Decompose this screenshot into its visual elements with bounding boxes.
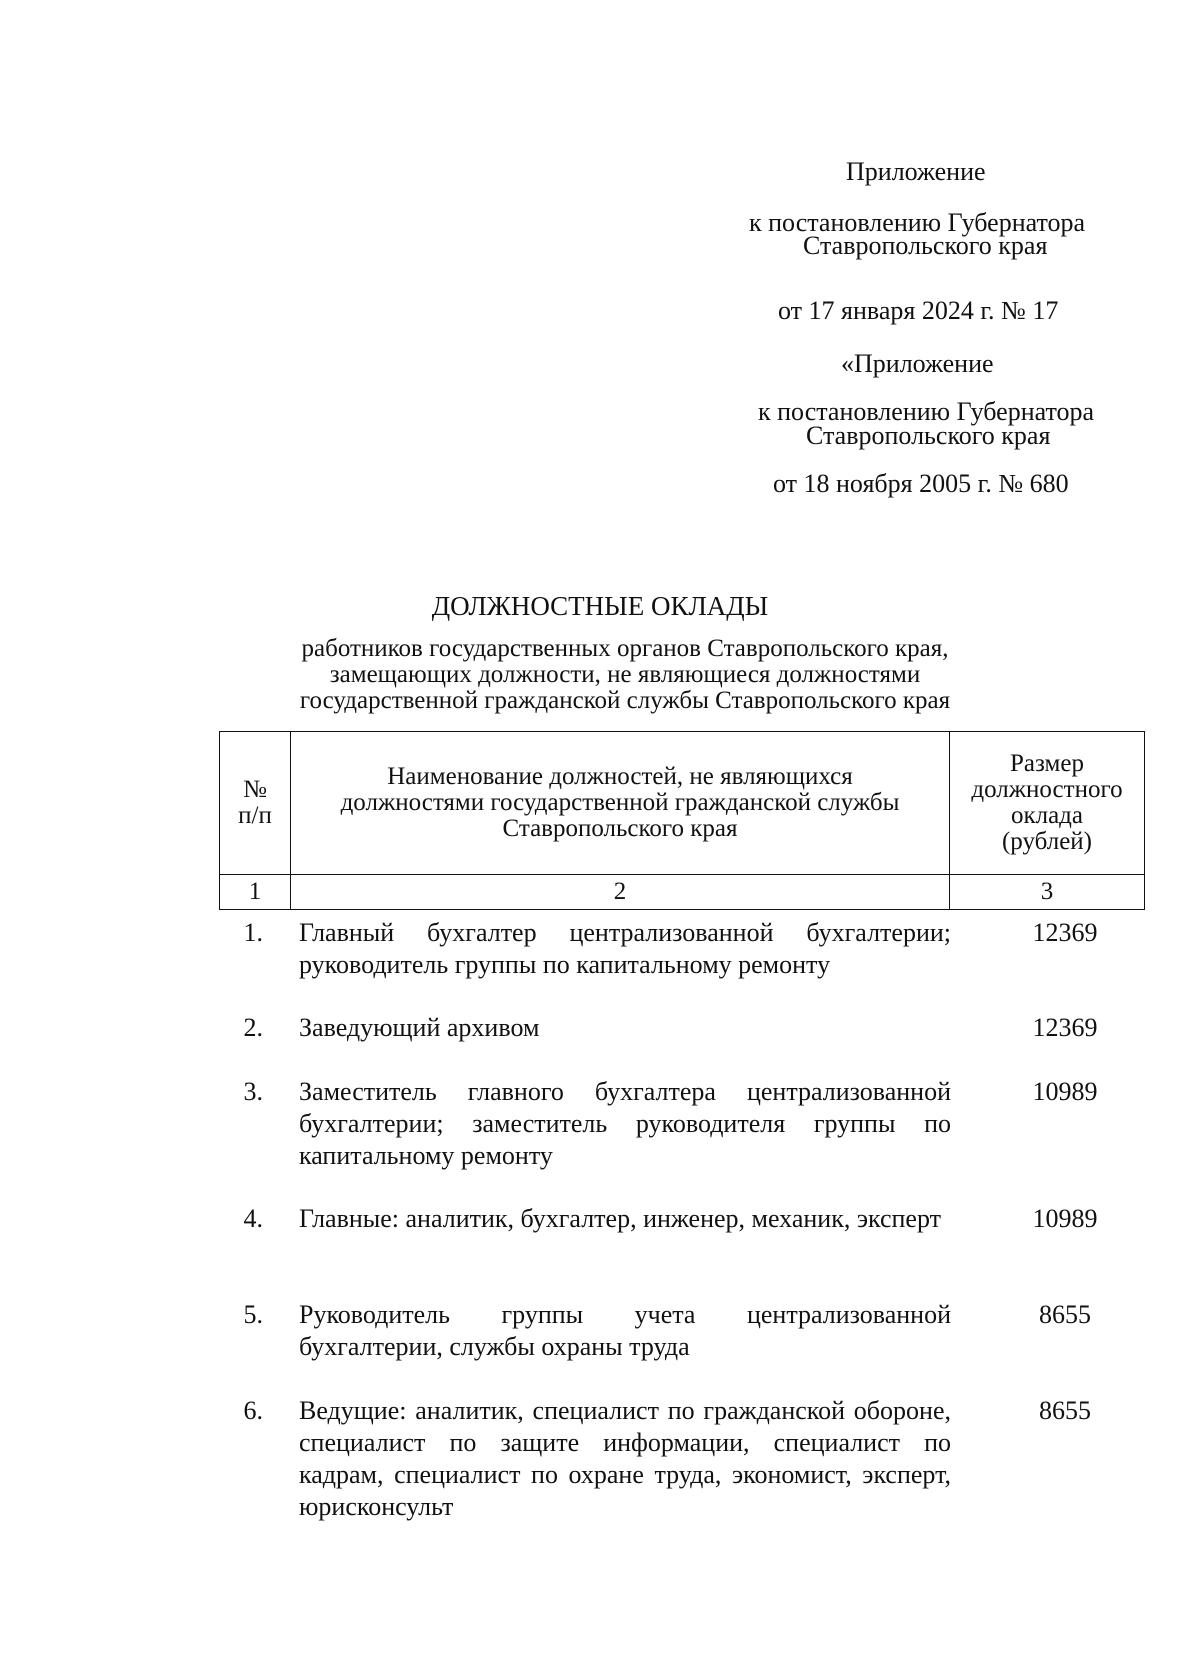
row-salary: 12369 — [1032, 1013, 1098, 1042]
header-position-cell — [291, 732, 950, 875]
decree-region: Ставропольского края — [803, 231, 1048, 260]
appendix-label: Приложение — [846, 157, 986, 186]
row-number: 4. — [243, 1204, 263, 1233]
header-number-sublabel: п/п — [238, 802, 272, 829]
header-salary-line-4: (рублей) — [1001, 828, 1093, 855]
header-number-label: № — [243, 776, 267, 803]
header-position-line-2: должностями государственной гражданской службы — [340, 789, 900, 816]
decree-reference: к постановлению Губернатора — [749, 208, 1086, 237]
row-salary: 10989 — [1032, 1077, 1098, 1106]
row-number: 5. — [243, 1300, 263, 1329]
column-number-3: 3 — [950, 875, 1145, 910]
header-salary-line-3: оклада — [1010, 802, 1084, 829]
header-salary-line-2: должностного — [971, 776, 1123, 803]
row-number: 3. — [243, 1077, 263, 1106]
original-appendix-label: «Приложение — [841, 349, 994, 378]
subtitle-line-2: замещающих должности, не являющиеся должностями — [329, 661, 921, 688]
salary-table-header — [219, 731, 1145, 910]
original-decree-region: Ставропольского края — [806, 421, 1051, 450]
row-position: Руководитель группы учета централизованной бухгалтерии, службы охраны труда — [299, 1300, 951, 1361]
row-salary: 8655 — [1039, 1396, 1091, 1425]
row-position: Заместитель главного бухгалтера централизованной бухгалтерии; заместитель руководителя группы по капитальному ремонту — [299, 1077, 951, 1170]
header-salary-line-1: Размер — [1010, 750, 1084, 777]
row-number: 1. — [243, 918, 263, 947]
row-position: Главный бухгалтер централизованной бухгалтерии; руководитель группы по капитальному ремонту — [299, 918, 951, 979]
decree-date: от 17 января 2024 г. № 17 — [778, 296, 1059, 325]
row-salary: 10989 — [1032, 1204, 1098, 1233]
document-title: ДОЛЖНОСТНЫЕ ОКЛАДЫ — [431, 591, 769, 621]
original-decree-reference: к постановлению Губернатора — [758, 397, 1095, 426]
row-position: Ведущие: аналитик, специалист по гражданской обороне, специалист по защите информации, специалист по кадрам, специалист по охране труда, экономист, эксперт, юрисконсульт — [299, 1396, 951, 1521]
row-salary: 12369 — [1032, 918, 1098, 947]
subtitle-line-1: работников государственных органов Ставропольского края, — [301, 635, 949, 662]
original-decree-date: от 18 ноября 2005 г. № 680 — [773, 469, 1069, 498]
row-position: Заведующий архивом — [299, 1013, 540, 1042]
column-number-1: 1 — [220, 875, 291, 910]
header-salary-cell — [950, 732, 1145, 875]
header-position-line-3: Ставропольского края — [502, 815, 738, 842]
column-number-2: 2 — [291, 875, 950, 910]
row-number: 2. — [243, 1013, 263, 1042]
header-number-cell — [220, 732, 291, 875]
row-salary: 8655 — [1039, 1300, 1091, 1329]
header-position-line-1: Наименование должностей, не являющихся — [387, 763, 853, 790]
subtitle-line-3: государственной гражданской службы Ставропольского края — [299, 687, 951, 714]
row-position: Главные: аналитик, бухгалтер, инженер, механик, эксперт — [299, 1204, 941, 1233]
row-number: 6. — [243, 1396, 263, 1425]
